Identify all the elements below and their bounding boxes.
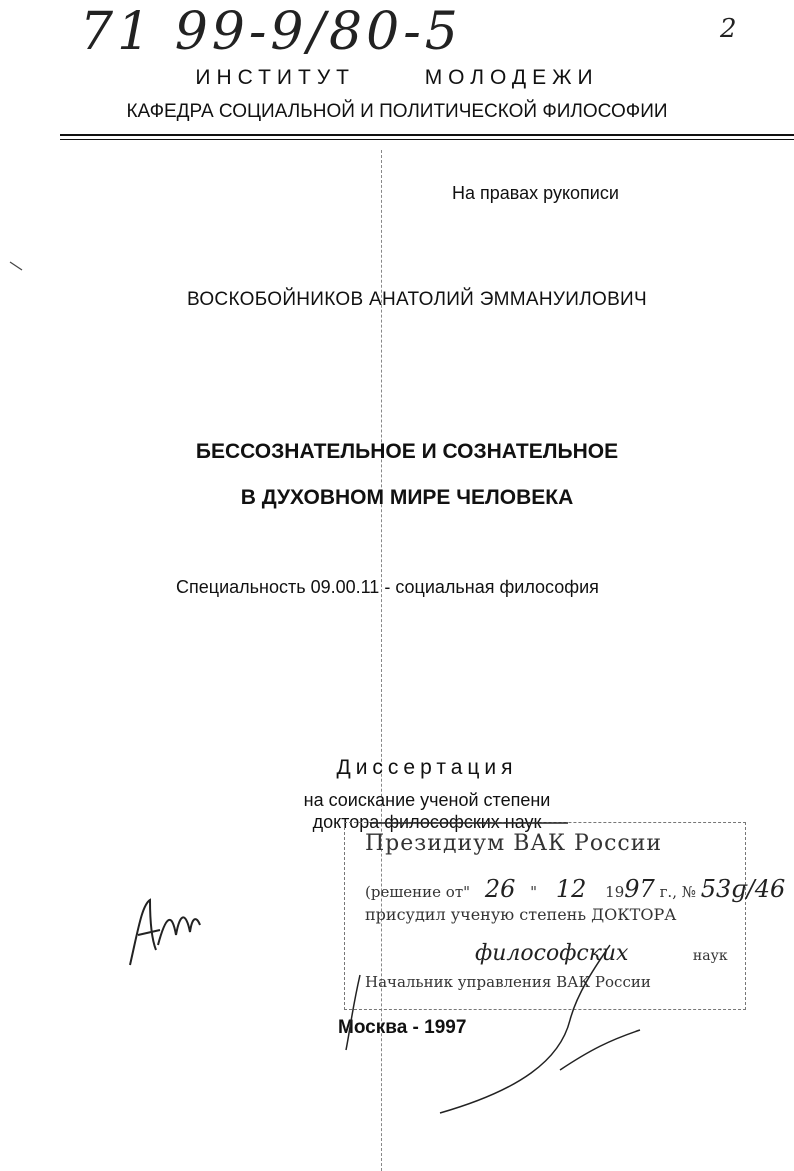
degree-line-2: доктора философских наук	[312, 812, 542, 832]
degree-line-1: на соискание ученой степени	[303, 790, 551, 810]
title-line-2: В ДУХОВНОМ МИРЕ ЧЕЛОВЕКА	[240, 486, 574, 509]
stamp-decision-month: 12	[555, 875, 587, 903]
stamp-decision-number: 53ɡ/46	[700, 875, 786, 903]
signature-left	[130, 900, 200, 965]
institution-word-2: МОЛОДЕЖИ	[424, 66, 599, 89]
stamp-field: философских	[475, 941, 629, 966]
city-year: Москва - 1997	[338, 1017, 467, 1038]
stamp-decision-prefix: (решение от"	[365, 883, 471, 901]
stamp-sciences: наук	[692, 948, 728, 964]
stamp-decision-year-prefix: 19	[605, 883, 625, 901]
specialty: Специальность 09.00.11 - социальная философия	[176, 577, 599, 597]
manuscript-rights: На правах рукописи	[452, 183, 619, 203]
institution-word-1: ИНСТИТУТ	[195, 66, 355, 89]
signature-bottom	[440, 945, 640, 1113]
stamp-decision-year: 97	[624, 875, 655, 903]
archive-number-handwritten: 71 99-9/80-5	[80, 2, 462, 62]
signature-stroke-left	[346, 975, 360, 1050]
stray-mark	[10, 262, 22, 270]
stamp-chief: Начальник управления ВАК России	[365, 973, 651, 991]
corner-number-handwritten: 2	[720, 14, 739, 44]
author-name: ВОСКОБОЙНИКОВ АНАТОЛИЙ ЭММАНУИЛОВИЧ	[187, 289, 647, 310]
stamp-heading: Президиум ВАК России	[365, 831, 663, 856]
document-type: Диссертация	[336, 756, 518, 779]
title-line-1: БЕССОЗНАТЕЛЬНОЕ И СОЗНАТЕЛЬНОЕ	[195, 440, 619, 463]
stamp-decision-line: (решение от" 26 " 12 1997 г., № 53ɡ/46	[365, 875, 786, 903]
department-name: КАФЕДРА СОЦИАЛЬНОЙ И ПОЛИТИЧЕСКОЙ ФИЛОСОФИИ	[126, 101, 668, 122]
stamp-awarded: присудил ученую степень ДОКТОРА	[365, 905, 677, 924]
stamp-decision-day: 26	[484, 875, 516, 903]
stamp-number-label: г., №	[659, 883, 696, 901]
